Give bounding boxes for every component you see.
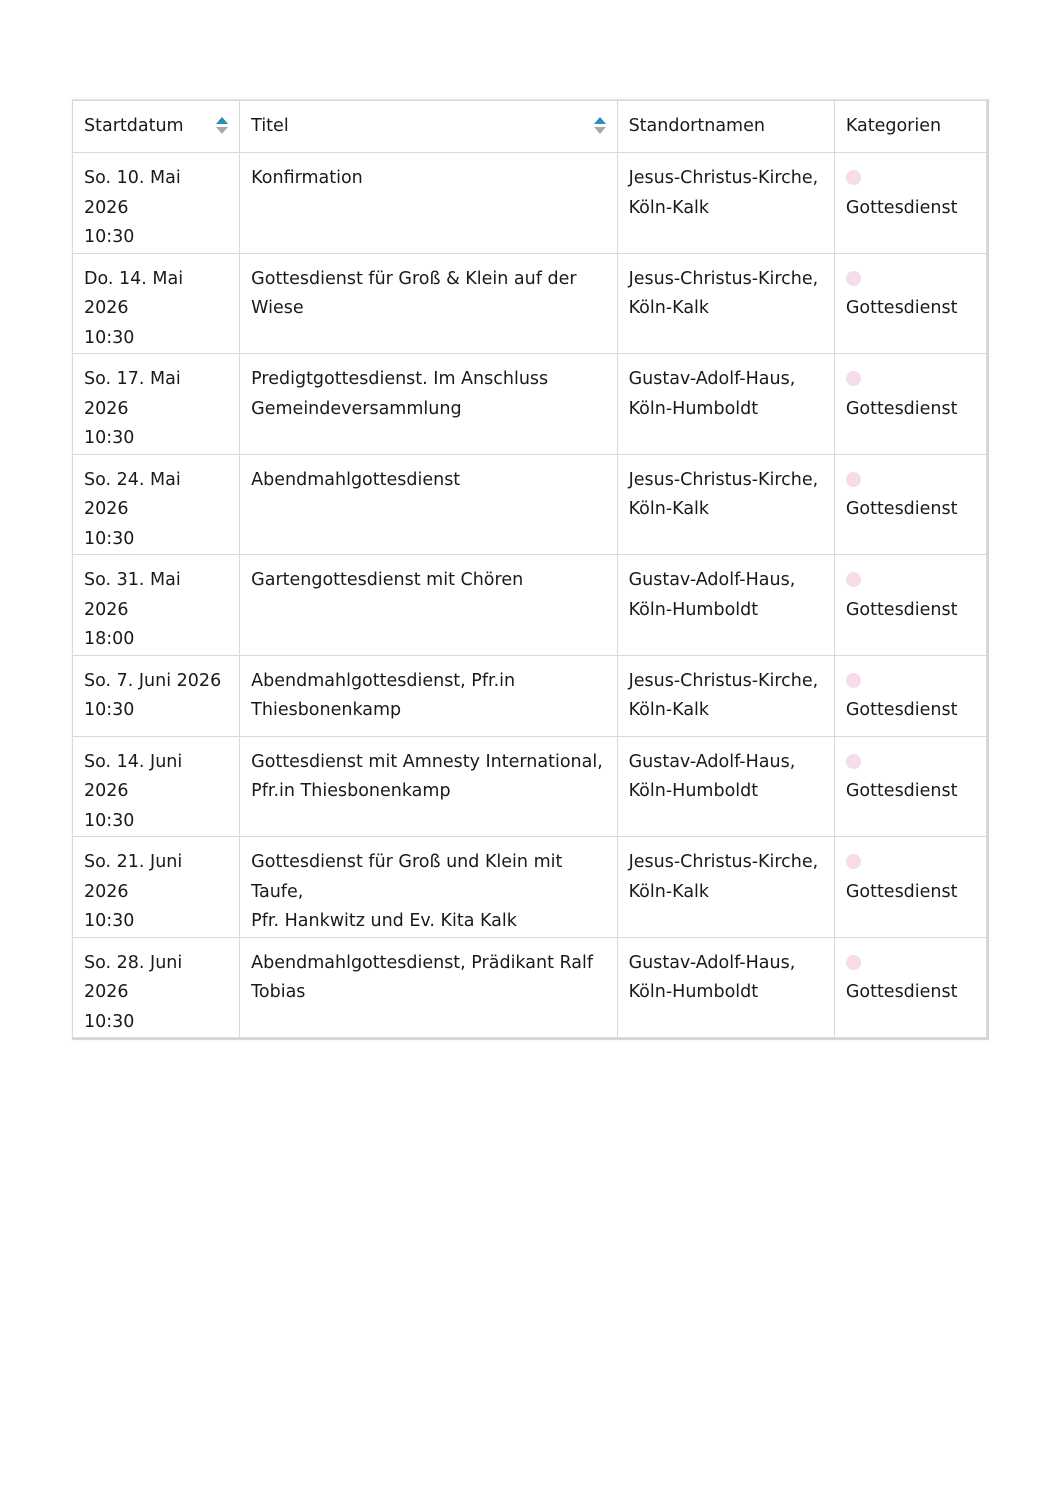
category-dot-icon xyxy=(846,673,861,688)
event-location-line: Köln-Humboldt xyxy=(628,398,759,419)
event-time: 10:30 xyxy=(84,1011,135,1032)
column-header-startdatum[interactable] xyxy=(73,101,240,153)
category-dot-icon xyxy=(846,472,861,487)
event-location-line: Jesus-Christus-Kirche, xyxy=(628,670,819,691)
event-date: So. 24. Mai 2026 xyxy=(84,469,181,519)
category-dot-icon xyxy=(846,854,861,869)
cell-kategorien xyxy=(834,937,986,1038)
cell-kategorien xyxy=(834,454,986,555)
event-title-line: Abendmahlgottesdienst, Pfr.in xyxy=(251,670,516,691)
event-category: Gottesdienst xyxy=(845,398,958,419)
event-location-line: Gustav-Adolf-Haus, xyxy=(628,570,796,590)
event-location-line: Gustav-Adolf-Haus, xyxy=(628,751,796,772)
event-location-line: Jesus-Christus-Kirche, xyxy=(628,168,819,188)
table-row[interactable] xyxy=(73,736,987,837)
event-category: Gottesdienst xyxy=(845,982,958,1002)
event-title-line: Tobias xyxy=(251,982,306,1002)
category-dot-icon xyxy=(846,955,861,970)
cell-titel[interactable] xyxy=(240,153,617,254)
event-time: 18:00 xyxy=(84,629,135,649)
event-title-line: Pfr.in Thiesbonenkamp xyxy=(251,781,451,801)
event-time: 10:30 xyxy=(84,911,135,931)
event-location-line: Köln-Kalk xyxy=(628,881,710,902)
event-title-line: Thiesbonenkamp xyxy=(251,700,402,720)
event-time: 10:30 xyxy=(84,327,135,348)
event-date: So. 31. Mai 2026 xyxy=(84,570,181,620)
event-title-line: Pfr. Hankwitz und Ev. Kita Kalk xyxy=(251,911,517,931)
table-row[interactable] xyxy=(73,937,987,1038)
event-title-line: Gottesdienst für Groß & Klein auf der xyxy=(251,268,577,289)
cell-kategorien xyxy=(834,153,986,254)
cell-titel[interactable] xyxy=(240,655,617,736)
event-time: 10:30 xyxy=(84,227,135,247)
table-row[interactable] xyxy=(73,555,987,656)
cell-titel[interactable] xyxy=(240,736,617,837)
event-category: Gottesdienst xyxy=(845,298,958,318)
category-dot-icon xyxy=(846,754,861,769)
event-location-line: Köln-Humboldt xyxy=(628,982,759,1002)
column-header-titel-label: Titel xyxy=(251,115,289,136)
cell-titel[interactable] xyxy=(240,354,617,455)
event-time: 10:30 xyxy=(84,428,135,448)
cell-titel[interactable] xyxy=(240,454,617,555)
event-category: Gottesdienst xyxy=(845,499,958,519)
event-category: Gottesdienst xyxy=(845,700,958,720)
header-row xyxy=(73,101,987,153)
cell-standortnamen xyxy=(617,253,834,354)
event-location-line: Köln-Humboldt xyxy=(628,599,759,620)
cell-kategorien xyxy=(834,555,986,656)
cell-standortnamen xyxy=(617,937,834,1038)
event-category: Gottesdienst xyxy=(845,599,958,620)
cell-standortnamen xyxy=(617,454,834,555)
cell-titel[interactable] xyxy=(240,555,617,656)
cell-kategorien xyxy=(834,354,986,455)
cell-kategorien xyxy=(834,253,986,354)
event-category: Gottesdienst xyxy=(845,781,958,801)
cell-startdatum xyxy=(73,736,240,837)
cell-startdatum xyxy=(73,253,240,354)
table-row[interactable] xyxy=(73,454,987,555)
category-dot-icon xyxy=(846,371,861,386)
cell-standortnamen xyxy=(617,837,834,938)
event-category: Gottesdienst xyxy=(845,881,958,902)
event-time: 10:30 xyxy=(84,528,135,549)
event-title-line: Wiese xyxy=(251,298,304,318)
column-header-titel[interactable] xyxy=(240,101,617,153)
cell-startdatum xyxy=(73,655,240,736)
events-table-container xyxy=(72,99,989,1040)
table-row[interactable] xyxy=(73,655,987,736)
event-title-line: Konfirmation xyxy=(251,168,363,188)
table-row[interactable] xyxy=(73,837,987,938)
cell-titel[interactable] xyxy=(240,253,617,354)
event-category: Gottesdienst xyxy=(845,197,958,218)
cell-standortnamen xyxy=(617,354,834,455)
events-table xyxy=(72,100,987,1038)
sort-arrows-icon[interactable] xyxy=(594,117,606,137)
event-location-line: Gustav-Adolf-Haus, xyxy=(628,369,796,389)
table-row[interactable] xyxy=(73,354,987,455)
column-header-standortnamen xyxy=(617,101,834,153)
event-date: So. 14. Juni 2026 xyxy=(84,751,183,801)
event-location-line: Köln-Kalk xyxy=(628,197,710,218)
event-title-line: Gemeindeversammlung xyxy=(251,398,462,419)
cell-startdatum xyxy=(73,454,240,555)
cell-kategorien xyxy=(834,655,986,736)
event-location-line: Köln-Kalk xyxy=(628,298,710,318)
event-date: So. 7. Juni 2026 xyxy=(84,670,222,691)
event-location-line: Jesus-Christus-Kirche, xyxy=(628,469,819,490)
event-date: So. 17. Mai 2026 xyxy=(84,369,181,419)
cell-standortnamen xyxy=(617,153,834,254)
column-header-standortnamen-label: Standortnamen xyxy=(628,115,765,136)
event-location-line: Köln-Humboldt xyxy=(628,781,759,801)
column-header-startdatum-label: Startdatum xyxy=(84,115,184,136)
event-title-line: Gottesdienst mit Amnesty International, xyxy=(251,751,603,772)
cell-standortnamen xyxy=(617,555,834,656)
event-date: So. 10. Mai 2026 xyxy=(84,168,181,218)
event-title-line: Gottesdienst für Groß und Klein mit Taufe, xyxy=(251,852,563,902)
event-date: So. 21. Juni 2026 xyxy=(84,852,183,902)
sort-arrows-icon[interactable] xyxy=(216,117,228,137)
category-dot-icon xyxy=(846,170,861,185)
table-row[interactable] xyxy=(73,153,987,254)
column-header-kategorien-label: Kategorien xyxy=(845,115,942,136)
category-dot-icon xyxy=(846,572,861,587)
event-date: So. 28. Juni 2026 xyxy=(84,952,183,1002)
cell-kategorien xyxy=(834,736,986,837)
cell-standortnamen xyxy=(617,736,834,837)
event-location-line: Jesus-Christus-Kirche, xyxy=(628,852,819,872)
event-location-line: Köln-Kalk xyxy=(628,700,710,720)
event-location-line: Jesus-Christus-Kirche, xyxy=(628,268,819,289)
event-title-line: Abendmahlgottesdienst xyxy=(251,469,461,490)
column-header-kategorien xyxy=(834,101,986,153)
event-location-line: Köln-Kalk xyxy=(628,499,710,519)
cell-kategorien xyxy=(834,837,986,938)
category-dot-icon xyxy=(846,271,861,286)
event-time: 10:30 xyxy=(84,700,135,720)
cell-standortnamen xyxy=(617,655,834,736)
cell-startdatum xyxy=(73,354,240,455)
cell-startdatum xyxy=(73,837,240,938)
event-title-line: Gartengottesdienst mit Chören xyxy=(251,570,524,590)
table-header xyxy=(73,101,987,153)
table-row[interactable] xyxy=(73,253,987,354)
event-title-line: Predigtgottesdienst. Im Anschluss xyxy=(251,369,549,389)
event-location-line: Gustav-Adolf-Haus, xyxy=(628,952,796,973)
table-body xyxy=(73,153,987,1038)
event-date: Do. 14. Mai 2026 xyxy=(84,268,184,318)
cell-titel[interactable] xyxy=(240,937,617,1038)
event-time: 10:30 xyxy=(84,810,135,831)
cell-titel[interactable] xyxy=(240,837,617,938)
cell-startdatum xyxy=(73,153,240,254)
cell-startdatum xyxy=(73,937,240,1038)
event-title-line: Abendmahlgottesdienst, Prädikant Ralf xyxy=(251,952,594,973)
cell-startdatum xyxy=(73,555,240,656)
